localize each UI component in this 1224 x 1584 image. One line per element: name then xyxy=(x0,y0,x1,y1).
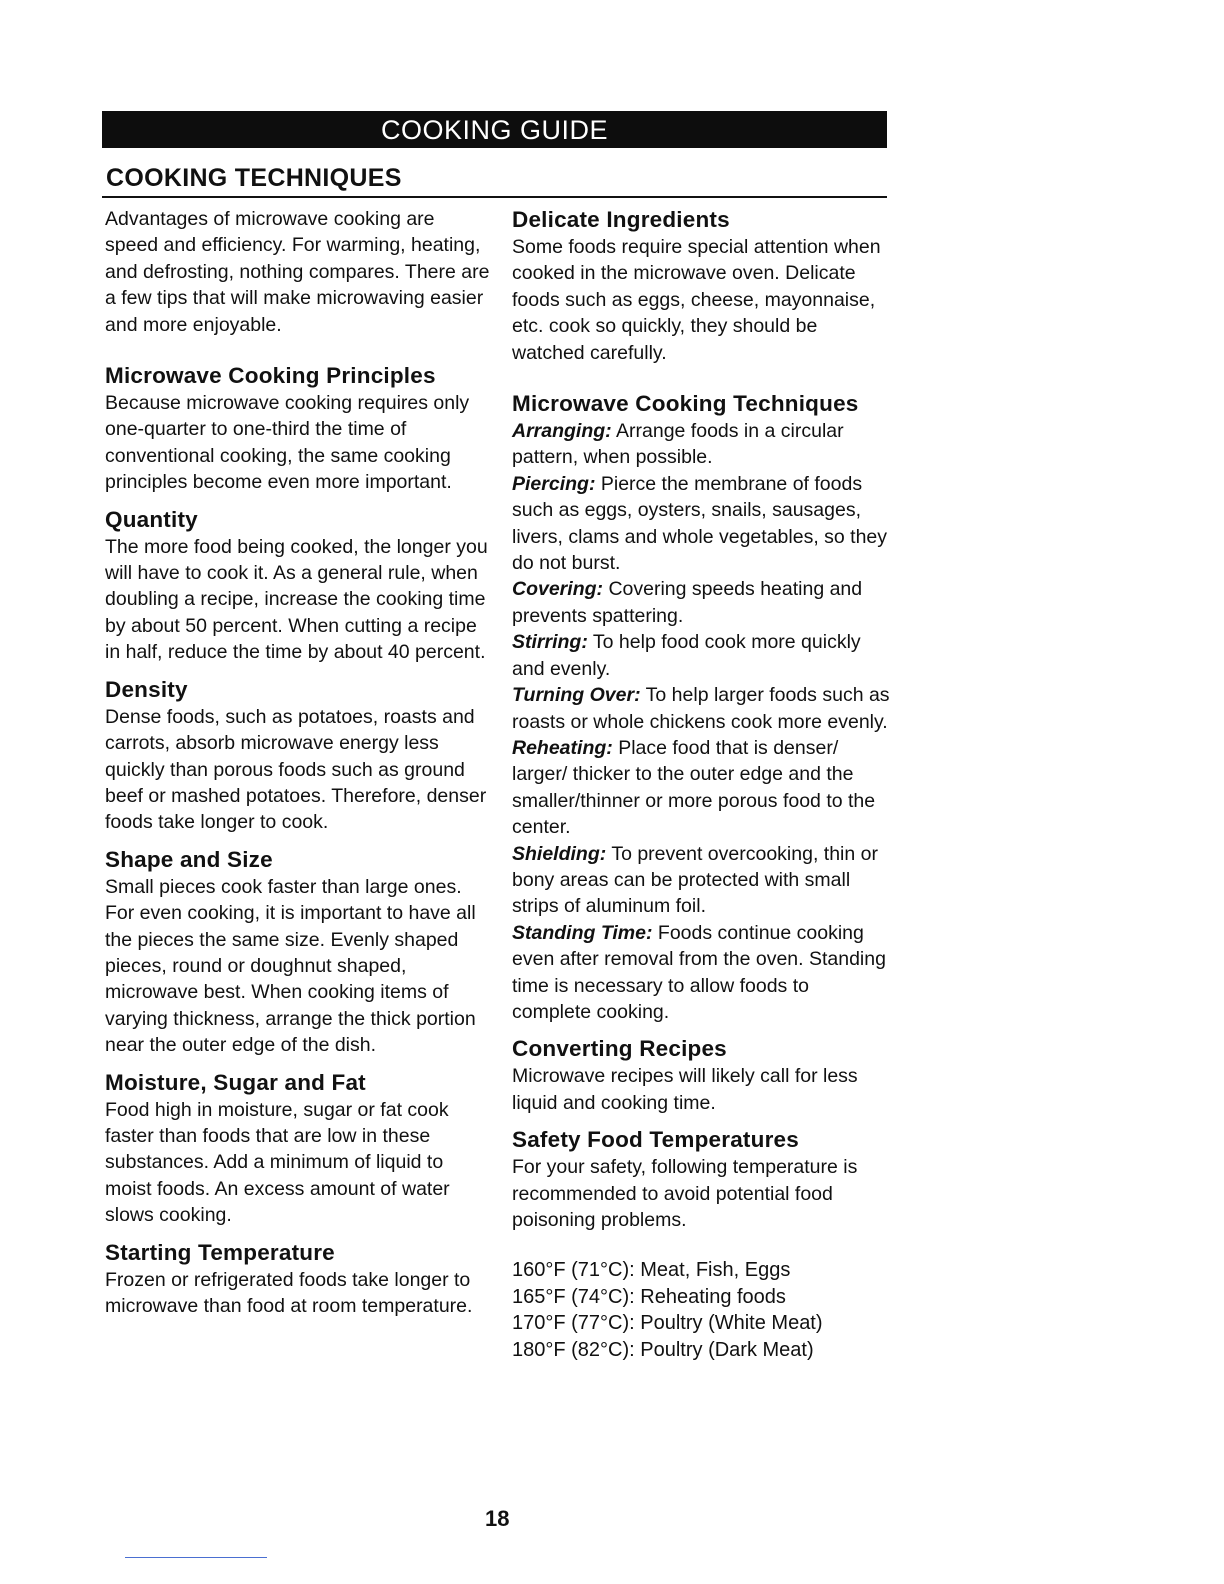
principles-heading: Microwave Cooking Principles xyxy=(105,363,436,389)
temperature-item: 160°F (71°C): Meat, Fish, Eggs xyxy=(512,1259,791,1282)
right-column xyxy=(512,206,892,1363)
density-text: Dense foods, such as potatoes, roasts and carrots, absorb microwave energy less quickly than porous foods such as ground beef or mashed potatoes. Therefore, denser foods take longer to cook. xyxy=(105,705,487,834)
moisture-text: Food high in moisture, sugar or fat cook faster than foods that are low in these substances. Add a minimum of liquid to moist foods. An excess amount of water slows cooking. xyxy=(105,1098,450,1227)
left-column xyxy=(105,206,490,1319)
technique-text: Covering speeds heating and prevents spattering. xyxy=(512,578,863,627)
safety-heading: Safety Food Temperatures xyxy=(512,1127,799,1153)
technique-label: Standing Time: xyxy=(512,921,653,944)
quantity-heading: Quantity xyxy=(105,506,198,532)
cooking-guide-banner: COOKING GUIDE xyxy=(102,111,887,148)
starting-temperature-text: Frozen or refrigerated foods take longer to microwave than food at room temperature. xyxy=(105,1268,473,1317)
technique-label: Piercing: xyxy=(512,472,596,495)
temperature-item: 165°F (74°C): Reheating foods xyxy=(512,1285,786,1308)
technique-label: Shielding: xyxy=(512,842,607,865)
technique-item xyxy=(512,629,892,682)
techniques-heading: Microwave Cooking Techniques xyxy=(512,391,859,417)
technique-text: Arrange foods in a circular pattern, when possible. xyxy=(512,420,844,469)
technique-text: Pierce the membrane of foods such as eggs, oysters, snails, sausages, livers, clams and whole vegetables, so they do not burst. xyxy=(512,472,888,575)
safety-text: For your safety, following temperature is recommended to avoid potential food poisoning problems. xyxy=(512,1156,858,1231)
technique-label: Reheating: xyxy=(512,736,613,759)
converting-text: Microwave recipes will likely call for less liquid and cooking time. xyxy=(512,1065,858,1114)
quantity-text: The more food being cooked, the longer you will have to cook it. As a general rule, when doubling a recipe, increase the cooking time by about 50 percent. When cutting a recipe in half, reduce the time by about 40 percent. xyxy=(105,535,488,664)
technique-item xyxy=(512,576,892,629)
starting-temperature-heading: Starting Temperature xyxy=(105,1239,335,1265)
technique-text: To prevent overcooking, thin or bony areas can be protected with small strips of aluminum foil. xyxy=(512,842,878,918)
shape-size-heading: Shape and Size xyxy=(105,846,273,872)
technique-label: Arranging: xyxy=(512,420,612,443)
delicate-heading: Delicate Ingredients xyxy=(512,207,730,232)
technique-item xyxy=(512,920,892,1026)
technique-text: Foods continue cooking even after removal from the oven. Standing time is necessary to allow foods to complete cooking. xyxy=(512,921,886,1023)
shape-size-text: Small pieces cook faster than large ones. For even cooking, it is important to have all the pieces the same size. Evenly shaped pieces, round or doughnut shaped, microwave best. When cooking items of varying thickness, arrange the thick portion near the outer edge of the dish. xyxy=(105,875,476,1057)
delicate-text: Some foods require special attention when cooked in the microwave oven. Delicate foods such as eggs, cheese, mayonnaise, etc. cook so quickly, they should be watched carefully. xyxy=(512,236,881,364)
footer-line xyxy=(125,1557,267,1558)
technique-item xyxy=(512,471,892,577)
technique-item xyxy=(512,735,892,841)
technique-text: To help larger foods such as roasts or whole chickens cook more evenly. xyxy=(512,684,890,733)
page-number: 18 xyxy=(485,1506,510,1531)
technique-label: Turning Over: xyxy=(512,684,641,707)
principles-text: Because microwave cooking requires only one-quarter to one-third the time of conventional cooking, the same cooking principles become even more important. xyxy=(105,392,470,494)
technique-item xyxy=(512,418,892,471)
temperature-list xyxy=(512,1257,892,1363)
technique-item xyxy=(512,841,892,920)
intro-paragraph: Advantages of microwave cooking are speed and efficiency. For warming, heating, and defrosting, nothing compares. There are a few tips that will make microwaving easier and more enjoyable. xyxy=(105,208,490,336)
technique-text: To help food cook more quickly and evenly. xyxy=(512,631,861,680)
technique-label: Stirring: xyxy=(512,631,588,654)
section-title: COOKING TECHNIQUES xyxy=(106,164,402,192)
section-divider xyxy=(102,196,887,198)
technique-text: Place food that is denser/ larger/ thicker to the outer edge and the smaller/thinner or more porous food to the center. xyxy=(512,736,876,839)
temperature-item: 180°F (82°C): Poultry (Dark Meat) xyxy=(512,1338,814,1361)
converting-heading: Converting Recipes xyxy=(512,1036,727,1062)
technique-item xyxy=(512,682,892,735)
technique-label: Covering: xyxy=(512,578,604,601)
density-heading: Density xyxy=(105,676,188,702)
temperature-item: 170°F (77°C): Poultry (White Meat) xyxy=(512,1312,823,1335)
moisture-heading: Moisture, Sugar and Fat xyxy=(105,1069,366,1095)
